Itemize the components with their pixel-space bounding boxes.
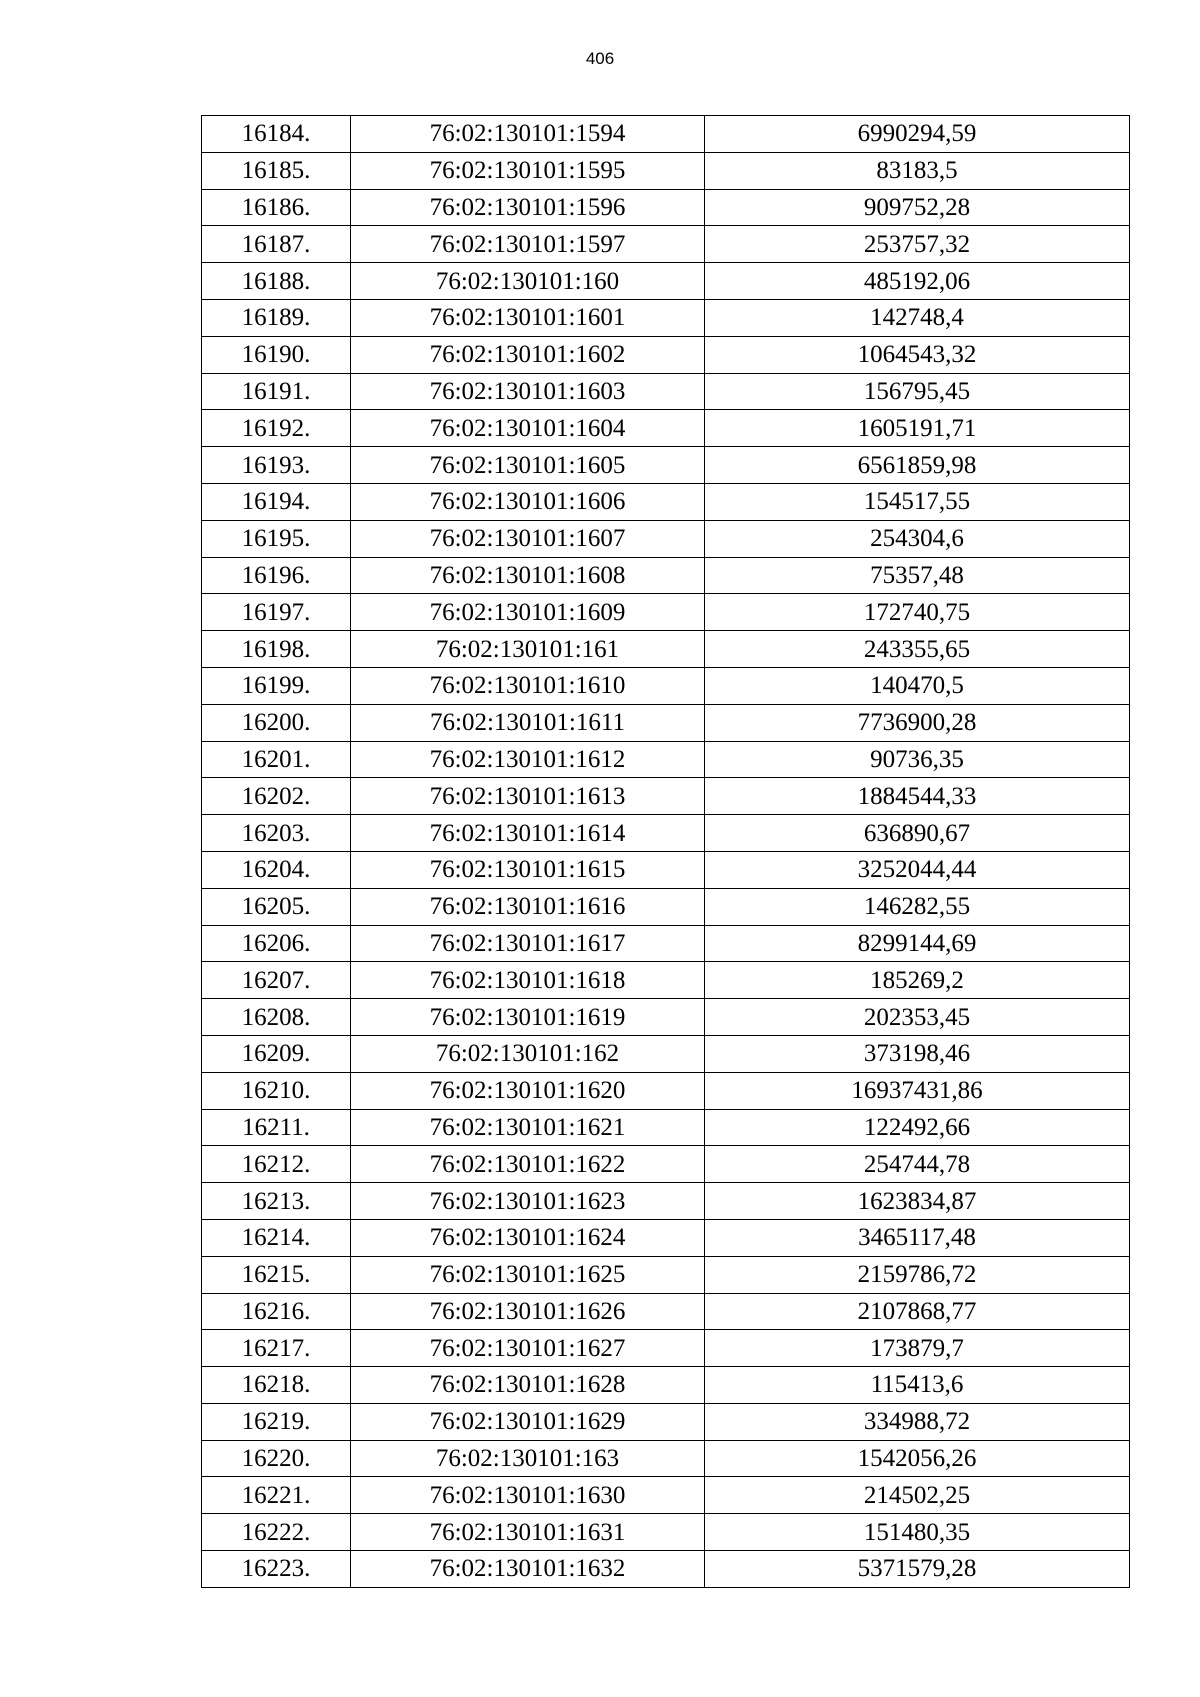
- row-number-cell: 16203.: [202, 815, 351, 852]
- table-row: [202, 263, 1130, 300]
- cadastral-value-cell: 7736900,28: [705, 704, 1130, 741]
- row-number-cell: 16193.: [202, 447, 351, 484]
- table-row: [202, 962, 1130, 999]
- row-number-cell: 16196.: [202, 557, 351, 594]
- cadastral-number-cell: 76:02:130101:1631: [351, 1514, 705, 1551]
- cadastral-value-cell: 214502,25: [705, 1477, 1130, 1514]
- cadastral-number-cell: 76:02:130101:163: [351, 1440, 705, 1477]
- cadastral-value-cell: 156795,45: [705, 373, 1130, 410]
- cadastral-number-cell: 76:02:130101:1607: [351, 520, 705, 557]
- cadastral-number-cell: 76:02:130101:1604: [351, 410, 705, 447]
- row-number-cell: 16211.: [202, 1109, 351, 1146]
- table-row: [202, 704, 1130, 741]
- table-row: [202, 520, 1130, 557]
- row-number-cell: 16219.: [202, 1403, 351, 1440]
- table-row: [202, 594, 1130, 631]
- page-number: 406: [585, 49, 615, 68]
- cadastral-number-cell: 76:02:130101:1617: [351, 925, 705, 962]
- cadastral-value-cell: 146282,55: [705, 888, 1130, 925]
- table-row: [202, 1293, 1130, 1330]
- cadastral-value-cell: 90736,35: [705, 741, 1130, 778]
- row-number-cell: 16190.: [202, 336, 351, 373]
- cadastral-number-cell: 76:02:130101:1630: [351, 1477, 705, 1514]
- cadastral-value-cell: 151480,35: [705, 1514, 1130, 1551]
- row-number-cell: 16195.: [202, 520, 351, 557]
- cadastral-value-cell: 485192,06: [705, 263, 1130, 300]
- cadastral-value-cell: 185269,2: [705, 962, 1130, 999]
- cadastral-value-cell: 154517,55: [705, 483, 1130, 520]
- cadastral-value-cell: 75357,48: [705, 557, 1130, 594]
- table-row: [202, 1551, 1130, 1588]
- table-row: [202, 299, 1130, 336]
- cadastral-number-cell: 76:02:130101:1597: [351, 226, 705, 263]
- cadastral-number-cell: 76:02:130101:1611: [351, 704, 705, 741]
- cadastral-number-cell: 76:02:130101:1623: [351, 1183, 705, 1220]
- row-number-cell: 16208.: [202, 999, 351, 1036]
- table-row: [202, 815, 1130, 852]
- row-number-cell: 16204.: [202, 851, 351, 888]
- cadastral-value-cell: 1064543,32: [705, 336, 1130, 373]
- table-row: [202, 1183, 1130, 1220]
- row-number-cell: 16207.: [202, 962, 351, 999]
- cadastral-number-cell: 76:02:130101:1603: [351, 373, 705, 410]
- cadastral-value-cell: 115413,6: [705, 1367, 1130, 1404]
- table-row: [202, 116, 1130, 153]
- row-number-cell: 16199.: [202, 667, 351, 704]
- cadastral-value-cell: 6990294,59: [705, 116, 1130, 153]
- table-row: [202, 1477, 1130, 1514]
- row-number-cell: 16191.: [202, 373, 351, 410]
- row-number-cell: 16210.: [202, 1072, 351, 1109]
- row-number-cell: 16223.: [202, 1551, 351, 1588]
- cadastral-number-cell: 76:02:130101:1601: [351, 299, 705, 336]
- row-number-cell: 16212.: [202, 1146, 351, 1183]
- cadastral-number-cell: 76:02:130101:1595: [351, 152, 705, 189]
- cadastral-value-cell: 202353,45: [705, 999, 1130, 1036]
- table-row: [202, 1219, 1130, 1256]
- cadastral-number-cell: 76:02:130101:1622: [351, 1146, 705, 1183]
- row-number-cell: 16192.: [202, 410, 351, 447]
- cadastral-number-cell: 76:02:130101:162: [351, 1035, 705, 1072]
- cadastral-number-cell: 76:02:130101:1605: [351, 447, 705, 484]
- row-number-cell: 16214.: [202, 1219, 351, 1256]
- table-row: [202, 888, 1130, 925]
- table-row: [202, 1109, 1130, 1146]
- cadastral-number-cell: 76:02:130101:1624: [351, 1219, 705, 1256]
- table-row: [202, 851, 1130, 888]
- row-number-cell: 16189.: [202, 299, 351, 336]
- cadastral-value-cell: 83183,5: [705, 152, 1130, 189]
- row-number-cell: 16220.: [202, 1440, 351, 1477]
- cadastral-number-cell: 76:02:130101:1596: [351, 189, 705, 226]
- table-row: [202, 483, 1130, 520]
- cadastral-value-cell: 3252044,44: [705, 851, 1130, 888]
- cadastral-number-cell: 76:02:130101:1627: [351, 1330, 705, 1367]
- table-row: [202, 189, 1130, 226]
- cadastral-number-cell: 76:02:130101:1619: [351, 999, 705, 1036]
- cadastral-value-cell: 373198,46: [705, 1035, 1130, 1072]
- cadastral-value-cell: 909752,28: [705, 189, 1130, 226]
- table-row: [202, 1146, 1130, 1183]
- row-number-cell: 16201.: [202, 741, 351, 778]
- cadastral-value-cell: 243355,65: [705, 631, 1130, 668]
- table-row: [202, 667, 1130, 704]
- table-row: [202, 1330, 1130, 1367]
- cadastral-number-cell: 76:02:130101:1615: [351, 851, 705, 888]
- cadastral-value-cell: 6561859,98: [705, 447, 1130, 484]
- row-number-cell: 16216.: [202, 1293, 351, 1330]
- cadastral-value-cell: 636890,67: [705, 815, 1130, 852]
- cadastral-value-cell: 16937431,86: [705, 1072, 1130, 1109]
- cadastral-number-cell: 76:02:130101:1609: [351, 594, 705, 631]
- cadastral-number-cell: 76:02:130101:1626: [351, 1293, 705, 1330]
- table-row: [202, 373, 1130, 410]
- cadastral-number-cell: 76:02:130101:1608: [351, 557, 705, 594]
- row-number-cell: 16215.: [202, 1256, 351, 1293]
- table-row: [202, 741, 1130, 778]
- row-number-cell: 16194.: [202, 483, 351, 520]
- table-row: [202, 336, 1130, 373]
- cadastral-value-cell: 1542056,26: [705, 1440, 1130, 1477]
- row-number-cell: 16186.: [202, 189, 351, 226]
- row-number-cell: 16187.: [202, 226, 351, 263]
- row-number-cell: 16222.: [202, 1514, 351, 1551]
- table-body: [202, 116, 1130, 1588]
- cadastral-number-cell: 76:02:130101:1628: [351, 1367, 705, 1404]
- cadastral-value-cell: 2107868,77: [705, 1293, 1130, 1330]
- cadastral-value-cell: 254744,78: [705, 1146, 1130, 1183]
- cadastral-value-cell: 122492,66: [705, 1109, 1130, 1146]
- row-number-cell: 16185.: [202, 152, 351, 189]
- cadastral-number-cell: 76:02:130101:160: [351, 263, 705, 300]
- table-row: [202, 226, 1130, 263]
- row-number-cell: 16213.: [202, 1183, 351, 1220]
- table-row: [202, 1072, 1130, 1109]
- cadastral-number-cell: 76:02:130101:1606: [351, 483, 705, 520]
- cadastral-value-cell: 254304,6: [705, 520, 1130, 557]
- row-number-cell: 16200.: [202, 704, 351, 741]
- cadastral-value-cell: 1884544,33: [705, 778, 1130, 815]
- row-number-cell: 16202.: [202, 778, 351, 815]
- cadastral-value-cell: 172740,75: [705, 594, 1130, 631]
- cadastral-value-cell: 2159786,72: [705, 1256, 1130, 1293]
- row-number-cell: 16205.: [202, 888, 351, 925]
- cadastral-number-cell: 76:02:130101:1602: [351, 336, 705, 373]
- cadastral-number-cell: 76:02:130101:1612: [351, 741, 705, 778]
- row-number-cell: 16206.: [202, 925, 351, 962]
- cadastral-value-cell: 334988,72: [705, 1403, 1130, 1440]
- cadastral-value-cell: 3465117,48: [705, 1219, 1130, 1256]
- cadastral-number-cell: 76:02:130101:1613: [351, 778, 705, 815]
- table-row: [202, 557, 1130, 594]
- table-row: [202, 1514, 1130, 1551]
- cadastral-number-cell: 76:02:130101:1594: [351, 116, 705, 153]
- row-number-cell: 16197.: [202, 594, 351, 631]
- row-number-cell: 16184.: [202, 116, 351, 153]
- cadastral-value-cell: 5371579,28: [705, 1551, 1130, 1588]
- cadastral-value-cell: 1623834,87: [705, 1183, 1130, 1220]
- row-number-cell: 16198.: [202, 631, 351, 668]
- table-row: [202, 447, 1130, 484]
- cadastral-number-cell: 76:02:130101:1618: [351, 962, 705, 999]
- table-row: [202, 1403, 1130, 1440]
- table-row: [202, 1035, 1130, 1072]
- cadastral-number-cell: 76:02:130101:1614: [351, 815, 705, 852]
- cadastral-value-cell: 142748,4: [705, 299, 1130, 336]
- cadastral-number-cell: 76:02:130101:1632: [351, 1551, 705, 1588]
- cadastral-number-cell: 76:02:130101:1616: [351, 888, 705, 925]
- table-row: [202, 1256, 1130, 1293]
- cadastral-number-cell: 76:02:130101:1610: [351, 667, 705, 704]
- row-number-cell: 16188.: [202, 263, 351, 300]
- row-number-cell: 16221.: [202, 1477, 351, 1514]
- row-number-cell: 16209.: [202, 1035, 351, 1072]
- table-row: [202, 631, 1130, 668]
- table-row: [202, 778, 1130, 815]
- cadastral-value-cell: 253757,32: [705, 226, 1130, 263]
- cadastral-value-cell: 140470,5: [705, 667, 1130, 704]
- cadastral-value-table: [201, 115, 1130, 1588]
- table-row: [202, 1367, 1130, 1404]
- cadastral-number-cell: 76:02:130101:1625: [351, 1256, 705, 1293]
- table-row: [202, 410, 1130, 447]
- table-row: [202, 999, 1130, 1036]
- row-number-cell: 16218.: [202, 1367, 351, 1404]
- table-row: [202, 1440, 1130, 1477]
- cadastral-number-cell: 76:02:130101:1620: [351, 1072, 705, 1109]
- row-number-cell: 16217.: [202, 1330, 351, 1367]
- cadastral-value-cell: 8299144,69: [705, 925, 1130, 962]
- cadastral-number-cell: 76:02:130101:161: [351, 631, 705, 668]
- cadastral-value-cell: 1605191,71: [705, 410, 1130, 447]
- cadastral-number-cell: 76:02:130101:1621: [351, 1109, 705, 1146]
- table-row: [202, 152, 1130, 189]
- cadastral-number-cell: 76:02:130101:1629: [351, 1403, 705, 1440]
- cadastral-value-cell: 173879,7: [705, 1330, 1130, 1367]
- table-row: [202, 925, 1130, 962]
